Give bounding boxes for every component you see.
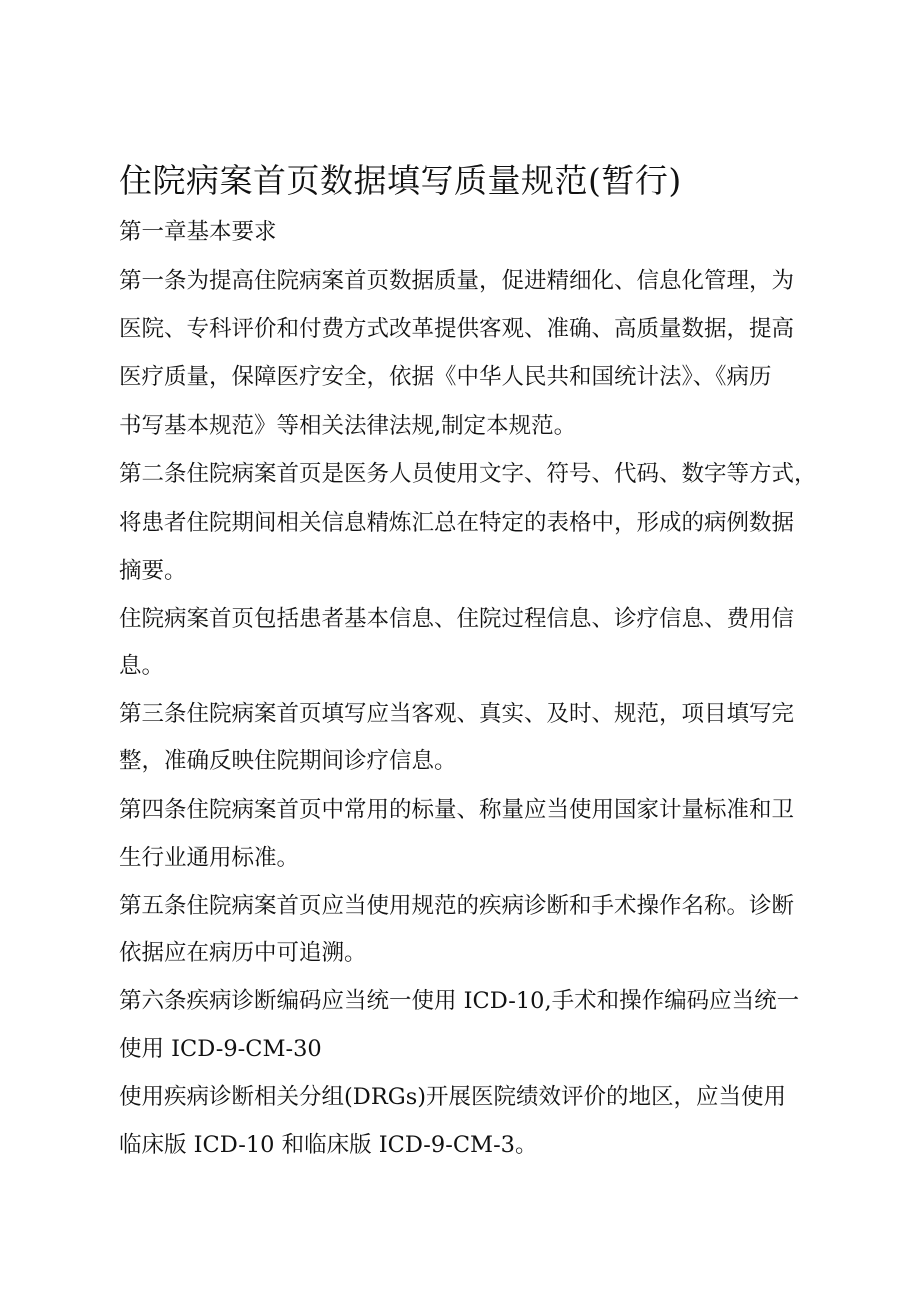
text-line: 第四条住院病案首页中常用的标量、称量应当使用国家计量标准和卫 [119,797,795,823]
document-title: 住院病案首页数据填写质量规范(暂行) [119,161,682,200]
text-line: 依据应在病历中可追溯。 [119,940,367,966]
text-line: 医院、专科评价和付费方式改革提供客观、准确、高质量数据，提高 [119,316,795,342]
text-line: 息。 [119,653,165,679]
text-line: 书写基本规范》等相关法律法规,制定本规范。 [119,413,577,439]
text-line: 第二条住院病案首页是医务人员使用文字、符号、代码、数字等方式， [119,461,817,487]
text-line: 整，准确反映住院期间诊疗信息。 [119,748,457,774]
text-line: 第五条住院病案首页应当使用规范的疾病诊断和手术操作名称。诊断 [119,893,795,919]
text-line: 住院病案首页包括患者基本信息、住院过程信息、诊疗信息、费用信 [119,606,795,632]
text-line: 第六条疾病诊断编码应当统一使用 ICD-10,手术和操作编码应当统一 [119,988,800,1014]
text-line: 第一条为提高住院病案首页数据质量，促进精细化、信息化管理，为 [119,268,795,294]
text-line: 第三条住院病案首页填写应当客观、真实、及时、规范，项目填写完 [119,701,795,727]
chapter-heading: 第一章基本要求 [119,219,277,245]
text-line: 生行业通用标准。 [119,845,300,871]
text-line: 摘要。 [119,558,187,584]
text-line: 使用疾病诊断相关分组(DRGs)开展医院绩效评价的地区，应当使用 [119,1084,787,1110]
text-line: 将患者住院期间相关信息精炼汇总在特定的表格中，形成的病例数据 [119,510,795,536]
text-line: 使用 ICD-9-CM-30 [119,1036,322,1062]
text-line: 临床版 ICD-10 和临床版 ICD-9-CM-3。 [119,1132,538,1158]
text-line: 医疗质量，保障医疗安全，依据《中华人民共和国统计法》、《病历 [119,364,772,390]
